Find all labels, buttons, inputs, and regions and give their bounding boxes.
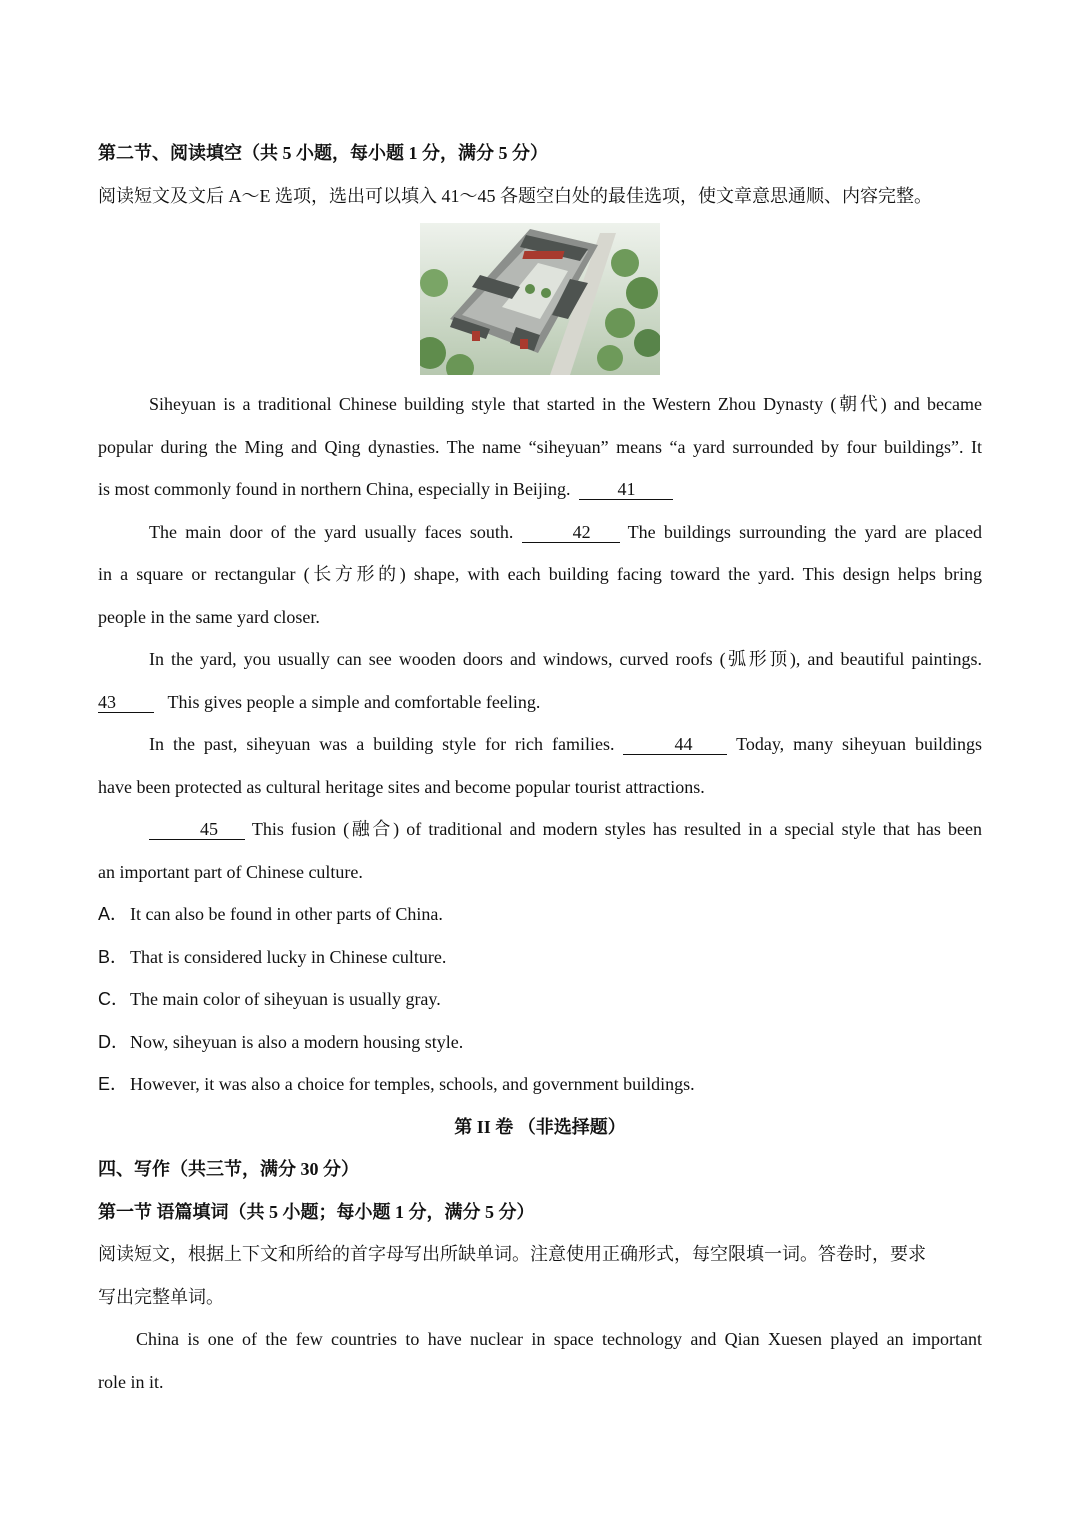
option-c (98, 978, 982, 1021)
passage-p4-line1a: In the past, siheyuan was a building style for rich families. (149, 734, 615, 754)
writing-text-line2: role in it. (98, 1371, 164, 1392)
passage-p4-line1b: Today, many siheyuan buildings (736, 734, 983, 754)
passage-p2-line1a: The main door of the yard usually faces south. (149, 521, 514, 542)
blank-44[interactable]: 44 (623, 734, 727, 755)
siheyuan-image (420, 223, 660, 375)
passage-p1-line1: Siheyuan is a traditional Chinese building style that started in the Western Zhou Dynasty (朝代) and became (149, 394, 982, 414)
option-a-label: A． (98, 904, 129, 924)
writing-sub-heading: 第一节 语篇填词（共 5 小题；每小题 1 分，满分 5 分） (98, 1201, 535, 1222)
option-d-text: Now, siheyuan is also a modern housing style. (130, 1031, 464, 1052)
blank-43[interactable]: 43 (98, 692, 154, 713)
passage-p1-line2: popular during the Ming and Qing dynasties. The name “siheyuan” means “a yard surrounded by four buildings”. It (98, 436, 982, 457)
option-b (98, 936, 982, 979)
option-a (98, 893, 982, 936)
writing-instruction-line2: 写出完整单词。 (98, 1286, 224, 1307)
option-b-label: B． (98, 946, 129, 967)
writing-heading: 四、写作（共三节，满分 30 分） (98, 1159, 359, 1179)
passage-p5-line1-text: This fusion (融合) of traditional and modern styles has resulted in a special style that has been (251, 819, 982, 839)
writing-text-line1: China is one of the few countries to have nuclear in space technology and Qian Xuesen played an important (136, 1329, 982, 1349)
option-d-label: D． (98, 1031, 129, 1052)
passage-p3-line2-text: This gives people a simple and comfortable feeling. (167, 691, 541, 712)
blank-41[interactable]: 41 (579, 479, 673, 500)
passage-p1-line3 (98, 468, 982, 511)
passage-p4-line1 (98, 723, 982, 766)
option-a-text: It can also be found in other parts of China. (130, 904, 443, 924)
passage-p2-line2: in a square or rectangular (长方形的) shape, with each building facing toward the yard. This design helps bring (98, 564, 982, 584)
passage-p2-line1b: The buildings surrounding the yard are placed (627, 521, 982, 542)
option-c-label: C． (98, 989, 129, 1009)
option-b-text: That is considered lucky in Chinese culture. (130, 946, 447, 967)
passage-p2-line3: people in the same yard closer. (98, 606, 320, 627)
passage-p1-line3-text: is most commonly found in northern China, especially in Beijing. (98, 479, 571, 499)
writing-instruction-line1: 阅读短文，根据上下文和所给的首字母写出所缺单词。注意使用正确形式，每空限填一词。答卷时，要求 (98, 1244, 926, 1264)
option-e-text: However, it was also a choice for temples, schools, and government buildings. (130, 1074, 695, 1094)
option-d (98, 1021, 982, 1064)
passage-p3-line1: In the yard, you usually can see wooden doors and windows, curved roofs (弧形顶), and beautiful paintings. (149, 649, 982, 669)
passage-p3-line2 (98, 681, 982, 724)
section-instruction: 阅读短文及文后 A～E 选项，选出可以填入 41～45 各题空白处的最佳选项，使文章意思通顺、内容完整。 (98, 185, 932, 206)
blank-41-spacer (570, 479, 579, 499)
passage-p5-line2: an important part of Chinese culture. (98, 861, 363, 882)
option-e-label: E． (98, 1074, 129, 1094)
part2-title: 第 II 卷 （非选择题） (454, 1116, 626, 1137)
option-e (98, 1063, 982, 1106)
blank-45[interactable]: 45 (149, 819, 245, 840)
exam-page (98, 132, 982, 1403)
passage-p2-line1 (98, 511, 982, 554)
section-heading: 第二节、阅读填空（共 5 小题，每小题 1 分，满分 5 分） (98, 143, 548, 163)
passage-p4-line2: have been protected as cultural heritage sites and become popular tourist attractions. (98, 776, 705, 797)
siheyuan-illustration (420, 223, 660, 375)
passage-p5-line1 (98, 808, 982, 851)
blank-42[interactable]: 42 (522, 522, 620, 543)
option-c-text: The main color of siheyuan is usually gray. (130, 989, 441, 1009)
